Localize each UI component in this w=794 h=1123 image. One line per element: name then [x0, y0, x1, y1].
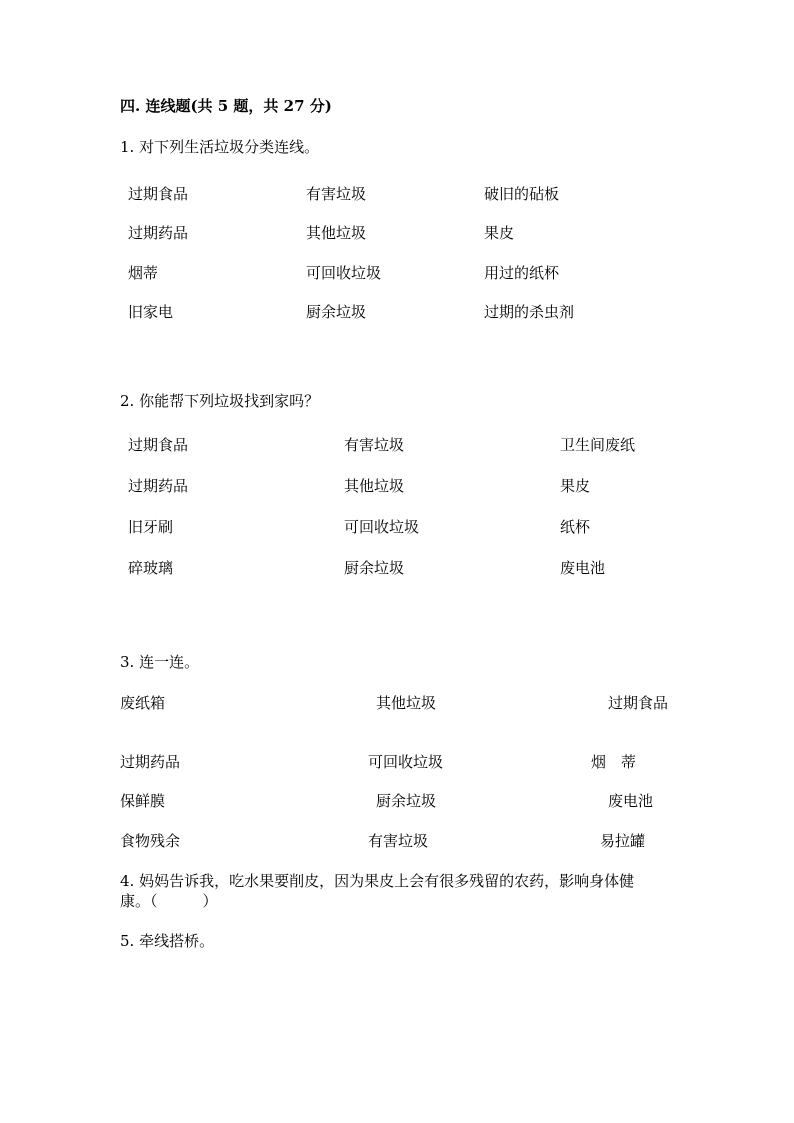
q2-cell: 有害垃圾 — [344, 436, 405, 454]
q2-cell: 厨余垃圾 — [344, 559, 405, 577]
q1-cell: 破旧的砧板 — [484, 185, 560, 203]
q4-text-line1: 4. 妈妈告诉我，吃水果要削皮，因为果皮上会有很多残留的农药，影响身体健 — [120, 872, 635, 890]
q1-cell: 烟蒂 — [128, 264, 159, 282]
q2-cell: 可回收垃圾 — [344, 518, 420, 536]
q3-cell: 过期食品 — [608, 694, 669, 712]
q3-cell: 废电池 — [608, 792, 654, 810]
q2-cell: 过期食品 — [128, 436, 189, 454]
q2-cell: 果皮 — [560, 477, 591, 495]
q1-cell: 过期的杀虫剂 — [484, 303, 575, 321]
q2-cell: 碎玻璃 — [128, 559, 174, 577]
q3-cell: 废纸箱 — [120, 694, 166, 712]
q4-text-line2: 康。（ ） — [120, 892, 218, 910]
q1-cell: 有害垃圾 — [306, 185, 367, 203]
q1-cell: 可回收垃圾 — [306, 264, 382, 282]
q5-prompt: 5. 牵线搭桥。 — [120, 932, 215, 950]
section-heading: 四. 连线题(共 5 题，共 27 分) — [120, 97, 332, 115]
q3-cell: 其他垃圾 — [376, 694, 437, 712]
q2-cell: 旧牙刷 — [128, 518, 174, 536]
q1-cell: 用过的纸杯 — [484, 264, 560, 282]
q3-cell: 烟 蒂 — [591, 753, 637, 771]
q1-cell: 其他垃圾 — [306, 224, 367, 242]
q3-cell: 厨余垃圾 — [376, 792, 437, 810]
q2-prompt: 2. 你能帮下列垃圾找到家吗？ — [120, 392, 320, 410]
q1-cell: 过期食品 — [128, 185, 189, 203]
q3-cell: 食物残余 — [120, 832, 181, 850]
q1-cell: 过期药品 — [128, 224, 189, 242]
q1-cell: 果皮 — [484, 224, 515, 242]
q3-cell: 有害垃圾 — [368, 832, 429, 850]
q2-cell: 卫生间废纸 — [560, 436, 636, 454]
q2-cell: 过期药品 — [128, 477, 189, 495]
q2-cell: 废电池 — [560, 559, 606, 577]
q2-cell: 其他垃圾 — [344, 477, 405, 495]
q1-cell: 厨余垃圾 — [306, 303, 367, 321]
q1-prompt: 1. 对下列生活垃圾分类连线。 — [120, 138, 320, 156]
q2-cell: 纸杯 — [560, 518, 591, 536]
q3-cell: 过期药品 — [120, 753, 181, 771]
q3-cell: 可回收垃圾 — [368, 753, 444, 771]
q3-prompt: 3. 连一连。 — [120, 653, 200, 671]
q3-cell: 保鲜膜 — [120, 792, 166, 810]
q1-cell: 旧家电 — [128, 303, 174, 321]
q3-cell: 易拉罐 — [600, 832, 646, 850]
